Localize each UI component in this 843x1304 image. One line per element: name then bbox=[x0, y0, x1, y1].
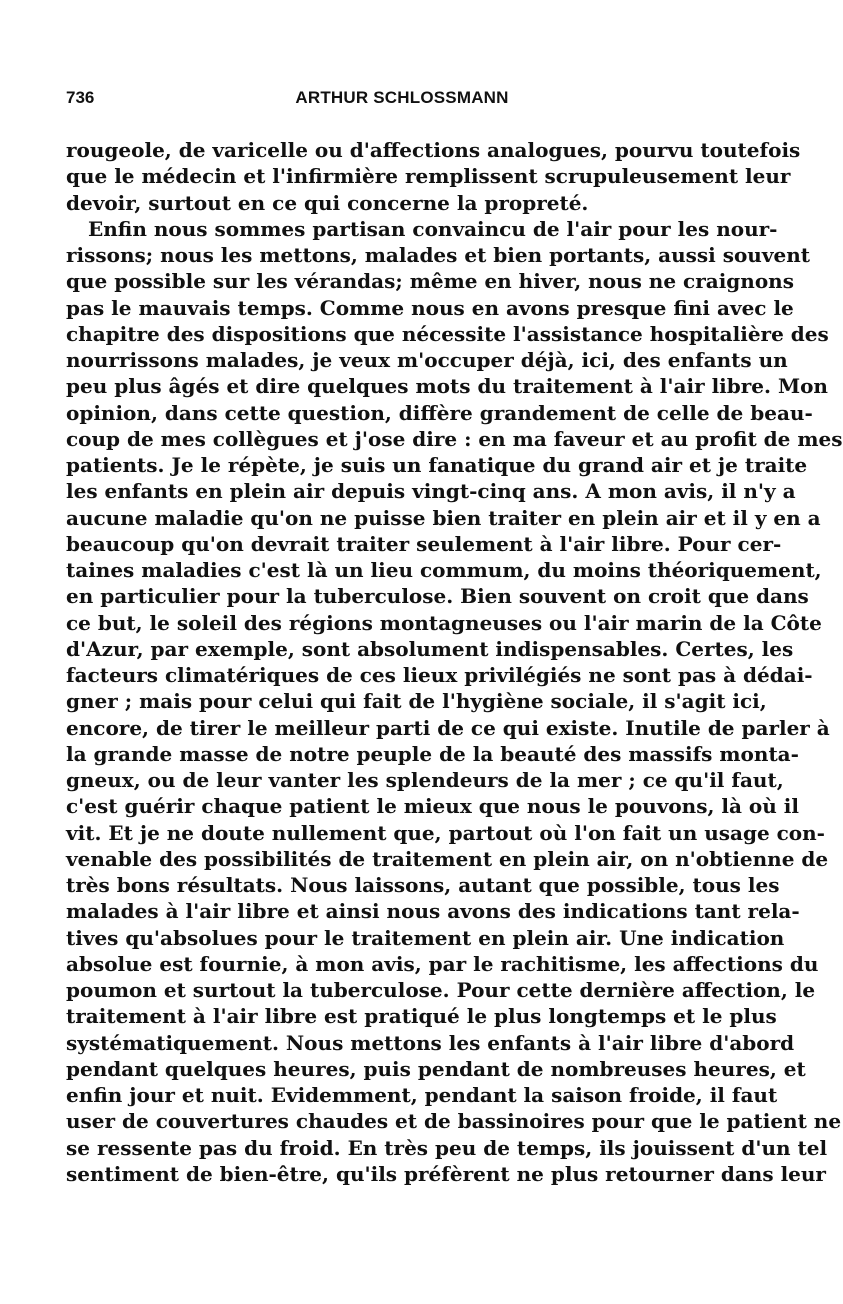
text-line: systématiquement. Nous mettons les enfants à l'air libre d'abord bbox=[66, 1030, 795, 1055]
text-line: que possible sur les vérandas; même en hiver, nous ne craignons bbox=[66, 269, 794, 294]
body-text bbox=[66, 137, 843, 1187]
text-line: taines maladies c'est là un lieu commum, du moins théoriquement, bbox=[66, 558, 822, 582]
text-line: ce but, le soleil des régions montagneuses ou l'air marin de la Côte bbox=[66, 610, 822, 635]
running-head: ARTHUR SCHLOSSMANN bbox=[295, 88, 509, 107]
text-line: les enfants en plein air depuis vingt-cinq ans. A mon avis, il n'y a bbox=[66, 479, 796, 504]
text-line: enfin jour et nuit. Evidemment, pendant la saison froide, il faut bbox=[66, 1083, 778, 1107]
text-line: gneux, ou de leur vanter les splendeurs de la mer ; ce qu'il faut, bbox=[66, 768, 784, 792]
text-line: rissons; nous les mettons, malades et bien portants, aussi souvent bbox=[66, 243, 810, 267]
text-line: coup de mes collègues et j'ose dire : en ma faveur et au profit de mes bbox=[66, 426, 843, 451]
text-line: très bons résultats. Nous laissons, autant que possible, tous les bbox=[66, 873, 780, 897]
text-line: en particulier pour la tuberculose. Bien souvent on croit que dans bbox=[66, 584, 809, 609]
text-line: user de couvertures chaudes et de bassinoires pour que le patient ne bbox=[66, 1109, 842, 1134]
text-line: venable des possibilités de traitement en plein air, on n'obtienne de bbox=[66, 846, 829, 871]
text-line: vit. Et je ne doute nullement que, partout où l'on fait un usage con- bbox=[66, 820, 825, 845]
text-line: encore, de tirer le meilleur parti de ce qui existe. Inutile de parler à bbox=[66, 715, 830, 740]
text-line: malades à l'air libre et ainsi nous avons des indications tant rela- bbox=[66, 899, 800, 924]
text-line: chapitre des dispositions que nécessite l'assistance hospitalière des bbox=[66, 321, 829, 346]
text-line: patients. Je le répète, je suis un fanatique du grand air et je traite bbox=[66, 453, 808, 477]
text-line: Enfin nous sommes partisan convaincu de l'air pour les nour- bbox=[88, 216, 778, 241]
text-line: pas le mauvais temps. Comme nous en avons presque fini avec le bbox=[66, 295, 794, 320]
text-line: poumon et surtout la tuberculose. Pour cette dernière affection, le bbox=[66, 978, 816, 1002]
text-line: tives qu'absolues pour le traitement en plein air. Une indication bbox=[66, 925, 785, 950]
text-line: opinion, dans cette question, diffère grandement de celle de beau- bbox=[66, 400, 813, 425]
text-line: rougeole, de varicelle ou d'affections analogues, pourvu toutefois bbox=[66, 138, 801, 162]
text-line: aucune maladie qu'on ne puisse bien traiter en plein air et il y en a bbox=[66, 505, 821, 530]
page-number: 736 bbox=[66, 88, 95, 107]
text-line: beaucoup qu'on devrait traiter seulement à l'air libre. Pour cer- bbox=[66, 531, 782, 556]
text-line: gner ; mais pour celui qui fait de l'hygiène sociale, il s'agit ici, bbox=[66, 689, 767, 714]
text-line: sentiment de bien-être, qu'ils préfèrent ne plus retourner dans leur bbox=[66, 1161, 826, 1186]
text-line: d'Azur, par exemple, sont absolument indispensables. Certes, les bbox=[66, 636, 794, 661]
text-line: que le médecin et l'infirmière remplissent scrupuleusement leur bbox=[66, 164, 791, 189]
text-line: absolue est fournie, à mon avis, par le rachitisme, les affections du bbox=[66, 951, 819, 976]
text-line: devoir, surtout en ce qui concerne la propreté. bbox=[66, 190, 589, 215]
text-line: la grande masse de notre peuple de la beauté des massifs monta- bbox=[66, 741, 799, 766]
text-line: nourrissons malades, je veux m'occuper déjà, ici, des enfants un bbox=[66, 348, 788, 372]
text-line: se ressente pas du froid. En très peu de temps, ils jouissent d'un tel bbox=[66, 1135, 828, 1160]
text-line: facteurs climatériques de ces lieux privilégiés ne sont pas à dédai- bbox=[66, 663, 813, 687]
page-header bbox=[66, 88, 738, 118]
text-line: peu plus âgés et dire quelques mots du traitement à l'air libre. Mon bbox=[66, 374, 828, 399]
text-line: pendant quelques heures, puis pendant de nombreuses heures, et bbox=[66, 1056, 806, 1081]
text-line: traitement à l'air libre est pratiqué le plus longtemps et le plus bbox=[66, 1004, 777, 1029]
text-line: c'est guérir chaque patient le mieux que nous le pouvons, là où il bbox=[66, 794, 799, 819]
